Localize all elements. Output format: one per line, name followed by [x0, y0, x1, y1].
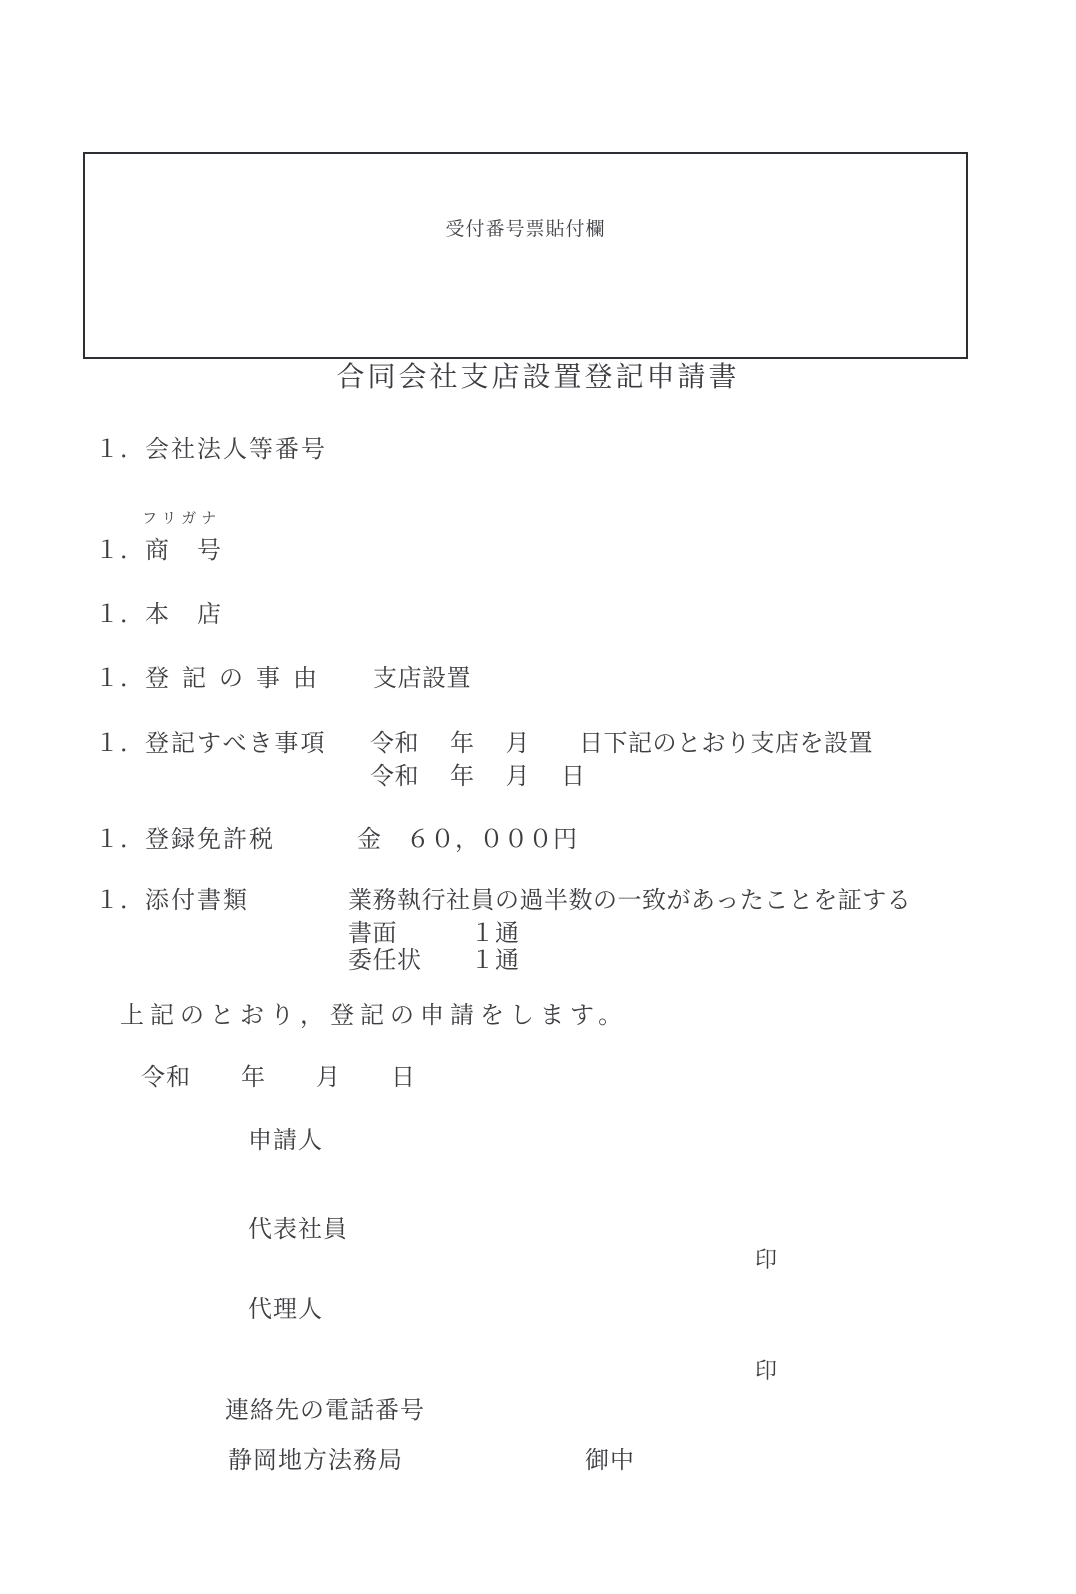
item-registration-matters — [95, 731, 327, 759]
license-tax-value: 金 ６０，０００円 — [357, 827, 578, 853]
item-number-prefix: １． — [95, 827, 145, 853]
receipt-box-label: 受付番号票貼付欄 — [445, 219, 606, 240]
item-number-prefix: １． — [95, 602, 145, 628]
item-trade-name-label: 商 号 — [145, 538, 223, 564]
item-head-office — [95, 602, 223, 630]
registration-reason-value: 支店設置 — [373, 666, 471, 692]
item-attachments-label: 添付書類 — [145, 888, 249, 914]
item-trade-name — [95, 538, 223, 566]
representative-label: 代表社員 — [248, 1217, 348, 1243]
phone-label: 連絡先の電話番号 — [225, 1398, 425, 1424]
item-corporate-number-label: 会社法人等番号 — [145, 437, 327, 463]
receipt-number-box — [83, 152, 968, 359]
furigana-label: フリガナ — [142, 511, 222, 527]
attachments-value-power-of-attorney: 委任状 １通 — [348, 948, 520, 974]
item-license-tax-label: 登録免許税 — [145, 827, 275, 853]
agent-label: 代理人 — [248, 1297, 323, 1323]
date-line: 令和 年 月 日 — [141, 1065, 416, 1091]
item-number-prefix: １． — [95, 888, 145, 914]
bureau-honorific: 御中 — [585, 1448, 635, 1474]
item-number-prefix: １． — [95, 437, 145, 463]
applicant-label: 申請人 — [248, 1128, 323, 1154]
seal-mark-2: 印 — [755, 1358, 778, 1383]
attachments-value-document: 書面 １通 — [348, 921, 520, 947]
item-head-office-label: 本 店 — [145, 602, 223, 628]
attachments-value-description: 業務執行社員の過半数の一致があったことを証する — [348, 888, 912, 914]
item-attachments — [95, 888, 249, 916]
item-number-prefix: １． — [95, 666, 145, 692]
registration-matters-value-line2: 令和 年 月 日 — [370, 764, 586, 790]
item-number-prefix: １． — [95, 731, 145, 757]
legal-affairs-bureau-name: 静岡地方法務局 — [228, 1448, 403, 1474]
item-number-prefix: １． — [95, 538, 145, 564]
closing-statement: 上記のとおり，登記の申請をします。 — [120, 1003, 629, 1029]
registration-matters-value-line1: 令和 年 月 日下記のとおり支店を設置 — [370, 731, 873, 757]
item-license-tax — [95, 827, 275, 855]
item-registration-matters-label: 登記すべき事項 — [145, 731, 327, 757]
item-registration-reason-label: 登記の事由 — [145, 666, 317, 692]
document-title: 合同会社支店設置登記申請書 — [336, 362, 740, 393]
item-registration-reason — [95, 666, 317, 694]
item-corporate-number — [95, 437, 327, 465]
seal-mark-1: 印 — [755, 1247, 778, 1272]
